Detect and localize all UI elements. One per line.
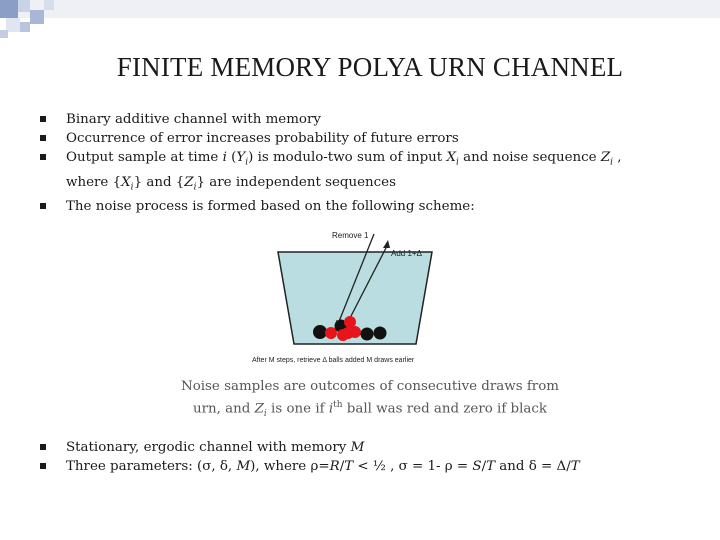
- bullet-item: Binary additive channel with memory: [40, 110, 700, 129]
- bullet-square-icon: [40, 154, 46, 160]
- bullet-item: Output sample at time i $(Y_i)$ is modulo-two sum of input $X_i$ and noise sequence $Z_i$ ,: [40, 148, 700, 173]
- remove-label: Remove 1: [332, 231, 369, 240]
- bullet-square-icon: [40, 463, 46, 469]
- bullet-square-icon: [40, 444, 46, 450]
- bullet-list-bottom: [40, 438, 700, 476]
- add-label: Add 1+Δ: [391, 249, 422, 258]
- corner-decoration: [0, 0, 720, 40]
- bullet-square-icon: [40, 116, 46, 122]
- red-ball: [342, 327, 354, 339]
- urn-diagram: [250, 222, 450, 370]
- bottom-label: After M steps, retrieve Δ balls added M draws earlier: [252, 357, 415, 364]
- black-ball: [374, 327, 387, 340]
- black-ball: [313, 325, 327, 339]
- bullet-continuation: where $\{X_i\}$ and $\{Z_i\}$ are independent sequences: [66, 174, 396, 193]
- bullet-item: Occurrence of error increases probability of future errors: [40, 129, 700, 148]
- bullet-list: [40, 110, 700, 216]
- caption: Noise samples are outcomes of consecutive draws from urn, and $Z_i$ is one if $i^{th}$ ball was red and zero if black: [181, 379, 559, 420]
- bullet-item: Three parameters: (σ, δ, M), where ρ=R/T < ½ , σ = 1- ρ = S/T and δ = Δ/T: [40, 457, 700, 476]
- bullet-item: Stationary, ergodic channel with memory M: [40, 438, 700, 457]
- slide-title: FINITE MEMORY POLYA URN CHANNEL: [116, 52, 624, 82]
- bullet-item: The noise process is formed based on the following scheme:: [40, 197, 700, 216]
- bullet-square-icon: [40, 203, 46, 209]
- black-ball: [361, 328, 374, 341]
- bullet-square-icon: [40, 135, 46, 141]
